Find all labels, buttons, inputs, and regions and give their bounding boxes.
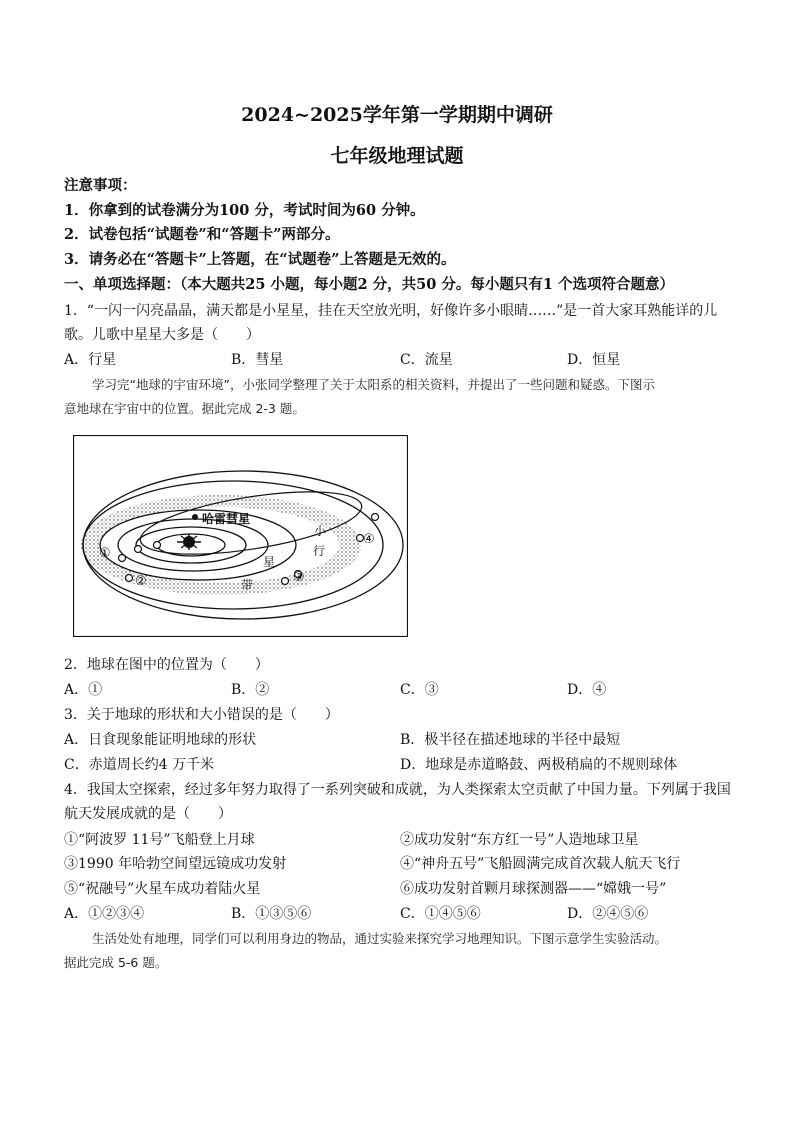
q2-option-d: D．④ xyxy=(567,682,607,698)
q4-item-2: ②成功发射“东方红一号”人造地球卫星 xyxy=(400,832,639,848)
notice-item: 3．请务必在“答题卡”上答题，在“试题卷”上答题是无效的。 xyxy=(64,251,456,268)
planet xyxy=(154,542,161,549)
question-1-stem: 1．“一闪一闪亮晶晶，满天都是小星星，挂在天空放光明，好像许多小眼睛……”是一首大家耳熟能详的儿 xyxy=(64,303,718,319)
q4-option-c: C．①④⑤⑥ xyxy=(400,906,481,922)
intro-5-6-cont: 据此完成 5-6 题。 xyxy=(64,955,168,970)
q4-item-6: ⑥成功发射首颗月球探测器——“嫦娥一号” xyxy=(400,881,667,897)
marker-4: ④ xyxy=(363,532,375,547)
notice-item: 2．试卷包括“试题卷”和“答题卡”两部分。 xyxy=(64,226,340,243)
planet xyxy=(119,555,126,562)
q4-item-3: ③1990 年哈勃空间望远镜成功发射 xyxy=(64,856,287,872)
intro-2-3: 学习完“地球的宇宙环境”，小张同学整理了关于太阳系的相关资料，并提出了一些问题和疑惑。下图示 xyxy=(92,377,655,392)
planet xyxy=(372,514,379,521)
q4-item-5: ⑤“祝融号”火星车成功着陆火星 xyxy=(64,881,261,897)
section-heading: 一、单项选择题：（本大题共25 小题，每小题2 分，共50 分。每小题只有1 个选项符合题意） xyxy=(64,276,674,293)
belt-label-char: 小 xyxy=(314,524,327,538)
exam-subtitle: 七年级地理试题 xyxy=(330,145,464,167)
belt-label-char: 星 xyxy=(263,555,276,569)
q3-option-a: A．日食现象能证明地球的形状 xyxy=(64,732,257,748)
marker-2: ② xyxy=(135,574,147,589)
question-3-stem: 3．关于地球的形状和大小错误的是（ ） xyxy=(64,707,339,723)
q4-option-b: B．①③⑤⑥ xyxy=(231,906,312,922)
notice-heading: 注意事项： xyxy=(64,177,137,194)
q3-option-b: B．极半径在描述地球的半径中最短 xyxy=(400,732,621,748)
q1-option-b: B．彗星 xyxy=(231,352,284,368)
q4-option-d: D．②④⑤⑥ xyxy=(567,906,649,922)
halley-comet-dot xyxy=(192,514,198,520)
question-1-stem-cont: 歌。儿歌中星星大多是（ ） xyxy=(64,327,260,343)
exam-title: 2024~2025学年第一学期期中调研 xyxy=(241,104,553,126)
q4-item-1: ①“阿波罗 11号”飞船登上月球 xyxy=(64,832,255,848)
q2-option-b: B．② xyxy=(231,682,270,698)
question-4-stem-cont: 航天发展成就的是（ ） xyxy=(64,806,232,822)
q1-option-c: C．流星 xyxy=(400,352,453,368)
marker-3: ③ xyxy=(293,570,305,585)
q2-option-a: A．① xyxy=(64,682,103,698)
planet xyxy=(282,578,289,585)
belt-label-char: 带 xyxy=(241,578,254,592)
q4-item-4: ④“神舟五号”飞船圆满完成首次载人航天飞行 xyxy=(400,856,681,872)
q1-option-d: D．恒星 xyxy=(567,352,621,368)
belt-label-char: 行 xyxy=(313,544,326,558)
notice-item: 1．你拿到的试卷满分为100 分，考试时间为60 分钟。 xyxy=(64,202,425,219)
planet xyxy=(126,575,133,582)
q2-option-c: C．③ xyxy=(400,682,439,698)
q1-option-a: A．行星 xyxy=(64,352,117,368)
q3-option-d: D．地球是赤道略鼓、两极稍扁的不规则球体 xyxy=(400,757,678,773)
q4-option-a: A．①②③④ xyxy=(64,906,145,922)
intro-2-3-cont: 意地球在宇宙中的位置。据此完成 2-3 题。 xyxy=(64,401,305,416)
solar-system-figure xyxy=(73,435,408,637)
question-2-stem: 2．地球在图中的位置为（ ） xyxy=(64,657,269,673)
q3-option-c: C．赤道周长约4 万千米 xyxy=(64,757,215,773)
marker-1: ① xyxy=(99,546,111,561)
halley-comet-label: 哈雷彗星 xyxy=(202,512,251,526)
intro-5-6: 生活处处有地理，同学们可以利用身边的物品，通过实验来探究学习地理知识。下图示意学生实验活动。 xyxy=(92,931,668,946)
planet xyxy=(135,546,142,553)
question-4-stem: 4．我国太空探索，经过多年努力取得了一系列突破和成就，为人类探索太空贡献了中国力量。下列属于我国 xyxy=(64,782,731,798)
